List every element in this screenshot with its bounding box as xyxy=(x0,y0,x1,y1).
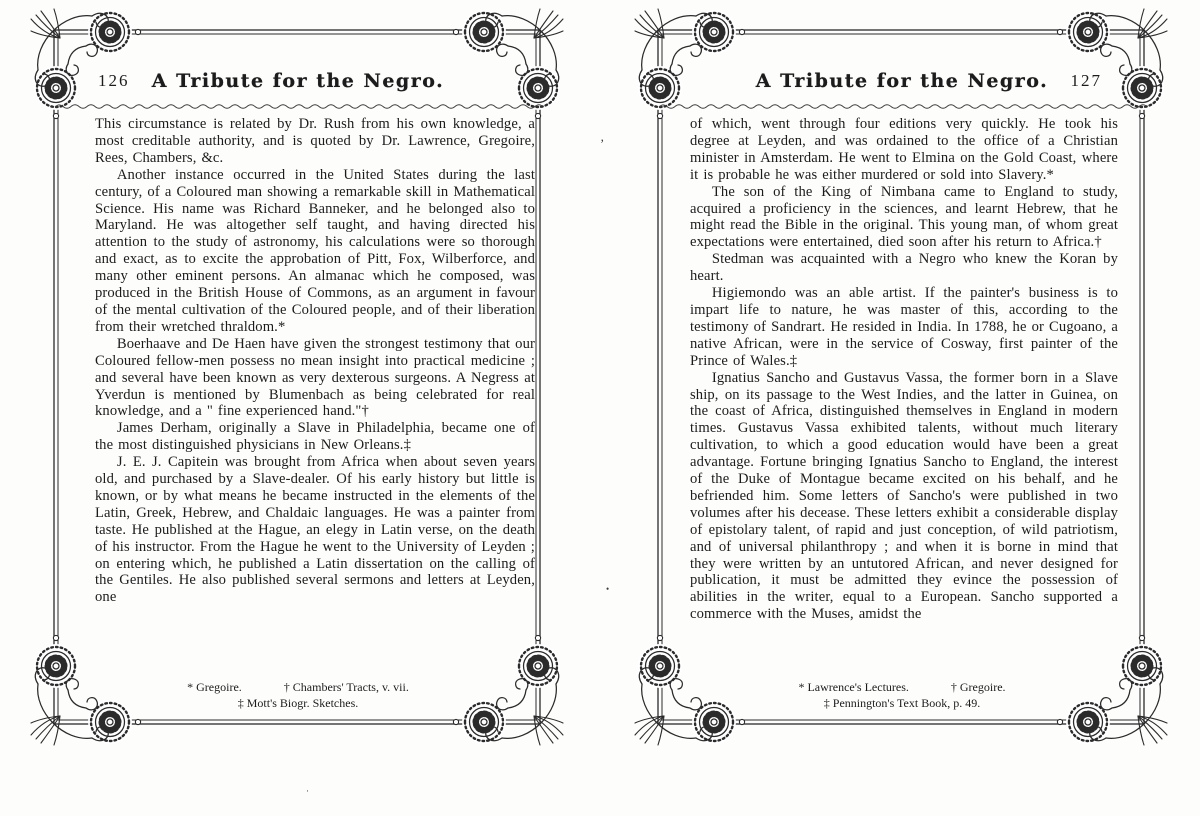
paragraph: Ignatius Sancho and Gustavus Vassa, the former born in a Slave ship, on its passage to the West Indies, and the latter in Guinea, on the coast of Africa, distinguished themselves in England in modern times. Gustavus Vassa exhibited talents, without much literary cultivation, to which a good education would have been a great advantage. Fortune bringing Ignatius Sancho to England, the interest of the Duke of Montague became excited on his behalf, and he befriended him. Some letters of Sancho's were published in two volumes after his decease. These letters exhibit a considerable display of epistolary talent, of rapid and just conception, of wild patriotism, and of universal philanthropy ; and when it is borne in mind that they were written by an untutored African, and never designed for publication, it must be admitted they evince the possession of abilities in the writer, equal to a European. Sancho supported a commerce with the Muses, amidst the xyxy=(690,369,1118,623)
page-text xyxy=(95,116,535,674)
paragraph: of which, went through four editions very quickly. He took his degree at Leyden, and was ordained to the office of a Christian minister in Amsterdam. He went to Elmina on the Gold Coast, where it is probable he was either murdered or sold into Slavery.* xyxy=(690,116,1118,183)
paragraph: Boerhaave and De Haen have given the strongest testimony that our Coloured fellow-men possess no mean insight into practical medicine ; and several have been known as very dexterous surgeons. A Negress at Yverdun is mentioned by Blumenbach as being celebrated for real knowledge, and a " fine experienced hand."† xyxy=(95,335,535,420)
running-head: A Tribute for the Negro. xyxy=(755,70,1049,92)
paragraph: The son of the King of Nimbana came to England to study, acquired a proficiency in the sciences, and learnt Hebrew, that he might read the Bible in the original. This young man, of whom great expectations were entertained, died soon after his return to Africa.† xyxy=(690,183,1118,251)
paragraph: Higiemondo was an able artist. If the painter's business is to impart life to nature, he was master of this, according to the testimony of Sandrart. He resided in India. In 1788, he or Cugoano, a native African, were in the service of Cosway, first painter of the Prince of Wales.‡ xyxy=(690,285,1118,369)
footnote: † Gregoire. xyxy=(950,680,1006,694)
scan-artifact: · xyxy=(306,786,309,796)
paragraph: J. E. J. Capitein was brought from Africa when about seven years old, and purchased by a Slave-dealer. Of his early history but little is known, or by what means he became instructed in the elements of the Latin, Greek, Hebrew, and Chaldaic languages. He was a painter from taste. He published at the Hague, an elegy in Latin verse, on the death of his instructor. From the Hague he went to the University of Leyden ; on entering which, he published a Latin dissertation on the calling of the Gentiles. He also published several sermons and letters at Leyden, one xyxy=(95,454,535,606)
paragraph: Another instance occurred in the United States during the last century, of a Coloured man showing a remarkable skill in Mathematical Science. His name was Richard Banneker, and he belonged also to Maryland. He was altogether self taught, and having directed his attention to the study of astronomy, his calculations were so thorough and exact, as to excite the approbation of Pitt, Fox, Wilberforce, and many other eminent persons. An almanac which he composed, was produced in the British House of Commons, as an argument in favour of the mental cultivation of the Coloured people, and of their liberation from their wretched thraldom.* xyxy=(95,166,535,335)
paragraph: James Derham, originally a Slave in Philadelphia, became one of the most distinguished physicians in New Orleans.‡ xyxy=(95,420,535,454)
footnote: ‡ Mott's Biogr. Sketches. xyxy=(237,695,359,710)
footnote: * Lawrence's Lectures. xyxy=(798,680,909,694)
wavy-rule xyxy=(658,102,1146,111)
scan-artifact: • xyxy=(606,584,610,594)
page-header xyxy=(54,68,542,94)
wavy-rule xyxy=(54,102,542,111)
footnote: ‡ Pennington's Text Book, p. 49. xyxy=(823,695,981,710)
page-header xyxy=(658,68,1146,94)
footnotes xyxy=(692,680,1112,711)
paragraph: This circumstance is related by Dr. Rush from his own knowledge, a most creditable authority, and is quoted by Dr. Lawrence, Gregoire, Rees, Chambers, &c. xyxy=(95,116,535,166)
footnote: * Gregoire. xyxy=(187,680,242,694)
page-number: 126 xyxy=(98,71,130,90)
footnotes xyxy=(88,680,508,711)
page-text xyxy=(690,116,1118,674)
page-left xyxy=(28,6,568,784)
scan-artifact: ’ xyxy=(600,136,605,151)
running-head: A Tribute for the Negro. xyxy=(151,70,445,92)
footnote: † Chambers' Tracts, v. vii. xyxy=(283,680,409,694)
page-right xyxy=(632,6,1172,784)
paragraph: Stedman was acquainted with a Negro who knew the Koran by heart. xyxy=(690,251,1118,285)
page-number: 127 xyxy=(1070,71,1102,90)
